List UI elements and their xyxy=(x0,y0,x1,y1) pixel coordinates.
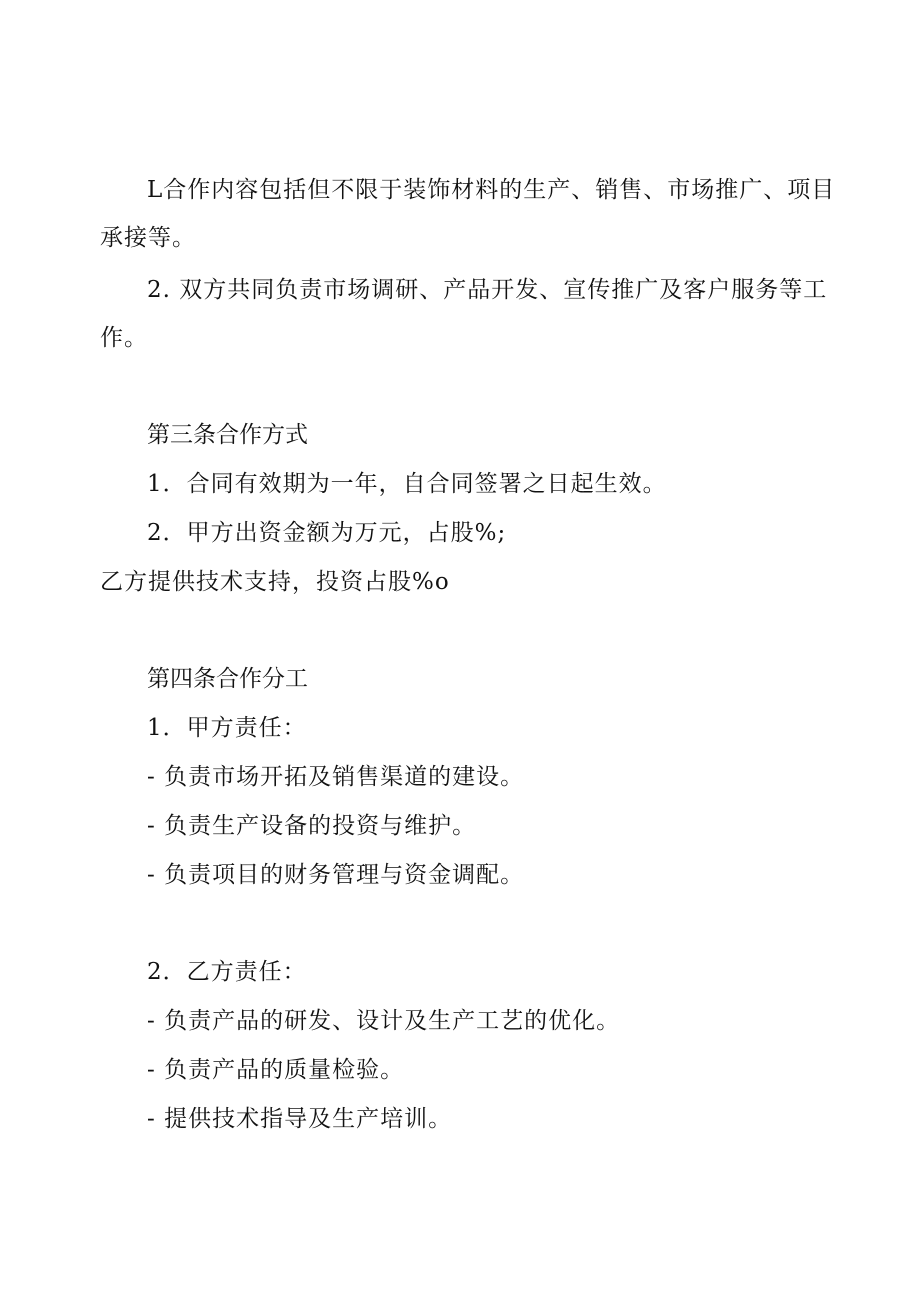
party-a-duty: - 负责项目的财务管理与资金调配。 xyxy=(147,862,525,888)
party-a-title: 1．甲方责任： xyxy=(147,715,307,741)
article-3-heading: 第三条合作方式 xyxy=(147,422,308,448)
party-b-duty: - 提供技术指导及生产培训。 xyxy=(147,1106,453,1132)
party-a-duty: - 负责生产设备的投资与维护。 xyxy=(147,813,477,839)
article-4-heading: 第四条合作分工 xyxy=(147,666,308,692)
party-a-duty: - 负责市场开拓及销售渠道的建设。 xyxy=(147,764,525,790)
article-3-item-2-continued: 乙方提供技术支持，投资占股%o xyxy=(100,569,450,595)
clause-2-line-1: 2. 双方共同负责市场调研、产品开发、宣传推广及客户服务等工 xyxy=(147,277,828,303)
clause-1-line-1: L合作内容包括但不限于装饰材料的生产、销售、市场推广、项目 xyxy=(147,177,836,203)
article-3-item-1: 1．合同有效期为一年，自合同签署之日起生效。 xyxy=(147,471,667,497)
clause-1-line-2: 承接等。 xyxy=(100,225,196,251)
clause-2-line-2: 作。 xyxy=(100,325,148,351)
article-3-item-2: 2．甲方出资金额为万元，占股%; xyxy=(147,520,507,546)
party-b-duty: - 负责产品的研发、设计及生产工艺的优化。 xyxy=(147,1008,621,1034)
party-b-title: 2．乙方责任： xyxy=(147,959,307,985)
party-b-duty: - 负责产品的质量检验。 xyxy=(147,1057,405,1083)
